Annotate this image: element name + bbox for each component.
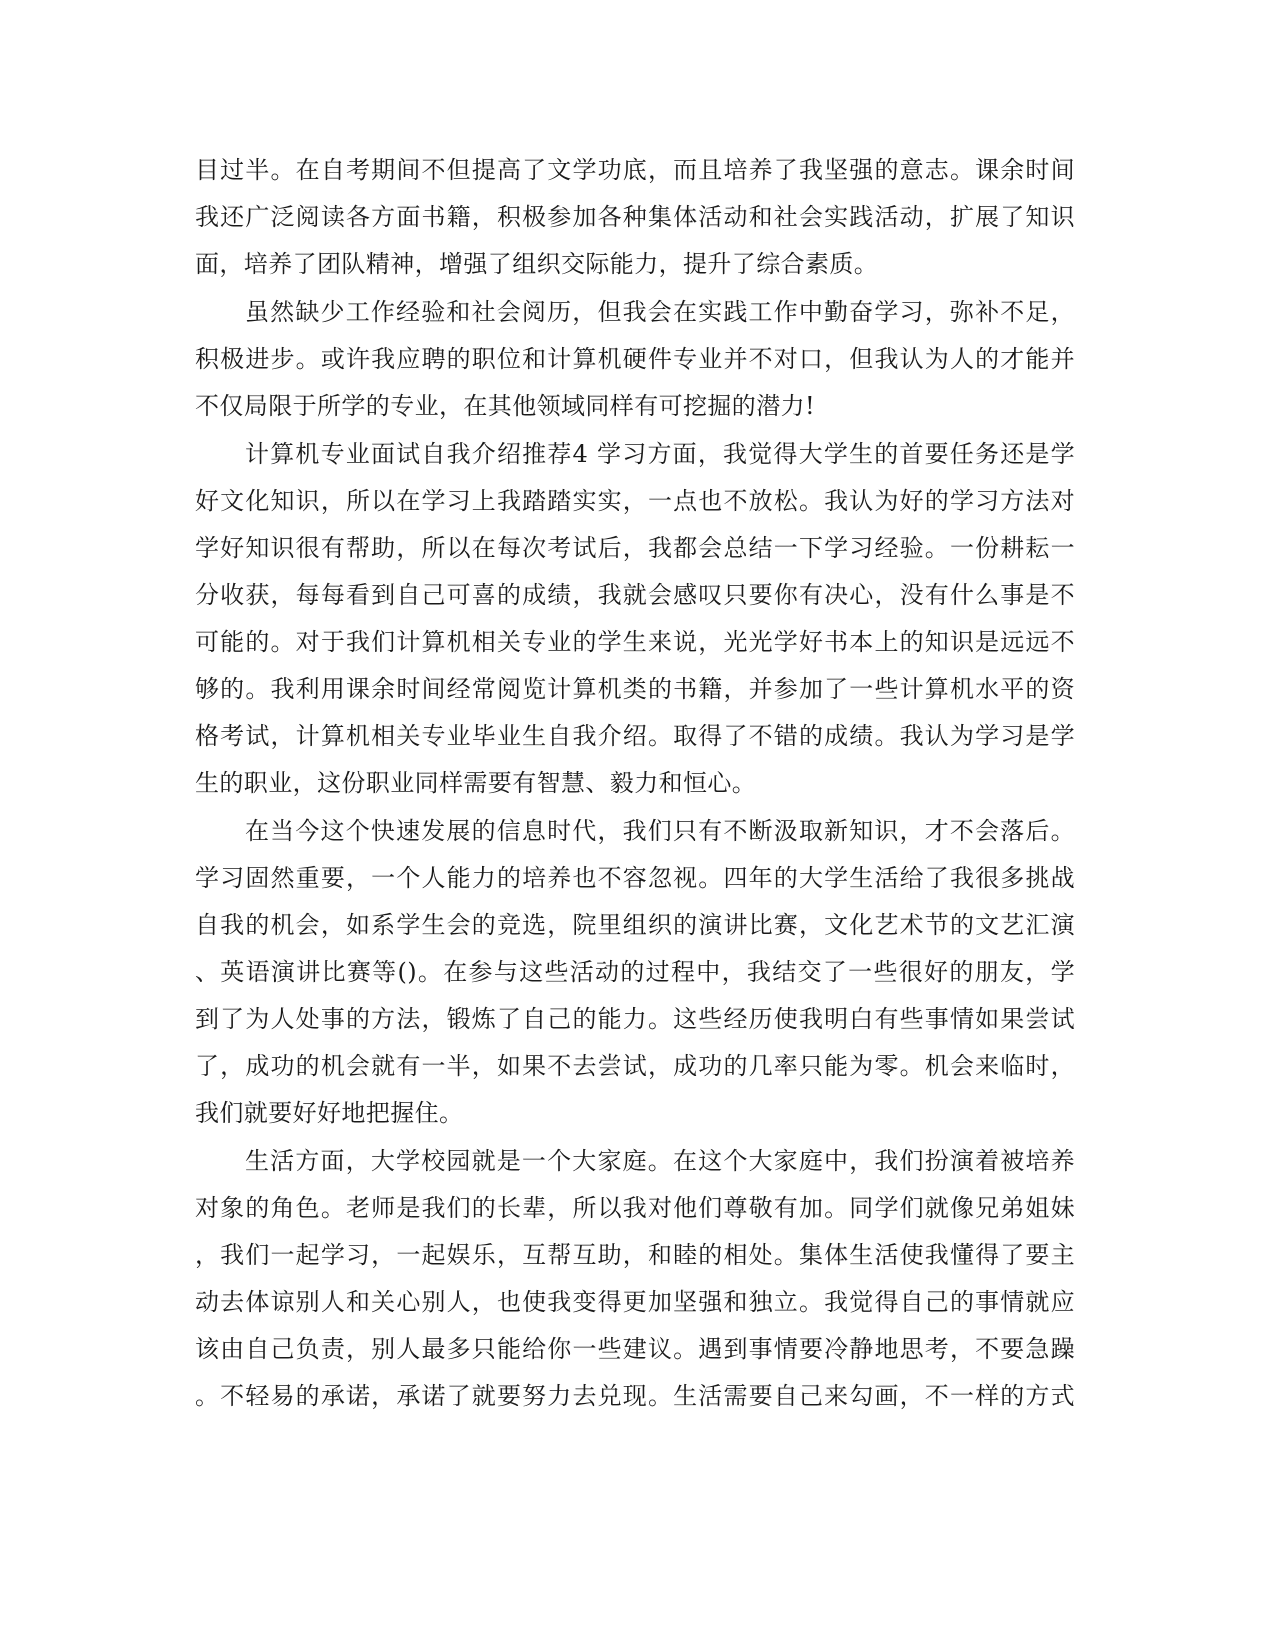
text-line: 生活方面，大学校园就是一个大家庭。在这个大家庭中，我们扮演着被培养 (245, 1147, 1075, 1175)
text-line: 可能的。对于我们计算机相关专业的学生来说，光光学好书本上的知识是远远不 (195, 628, 1075, 656)
text-line: 好文化知识，所以在学习上我踏踏实实，一点也不放松。我认为好的学习方法对 (195, 487, 1075, 515)
text-line: 、英语演讲比赛等()。在参与这些活动的过程中，我结交了一些很好的朋友，学 (195, 958, 1075, 986)
text-line: 目过半。在自考期间不但提高了文学功底，而且培养了我坚强的意志。课余时间 (195, 156, 1075, 184)
text-line: 。不轻易的承诺，承诺了就要努力去兑现。生活需要自己来勾画，不一样的方式 (195, 1382, 1075, 1410)
text-line: 在当今这个快速发展的信息时代，我们只有不断汲取新知识，才不会落后。 (245, 817, 1075, 845)
text-line: 面，培养了团队精神，增强了组织交际能力，提升了综合素质。 (195, 250, 879, 278)
text-line: 学习固然重要，一个人能力的培养也不容忽视。四年的大学生活给了我很多挑战 (195, 864, 1075, 892)
text-line: 学好知识很有帮助，所以在每次考试后，我都会总结一下学习经验。一份耕耘一 (195, 534, 1075, 562)
text-line: 对象的角色。老师是我们的长辈，所以我对他们尊敬有加。同学们就像兄弟姐妹 (195, 1194, 1075, 1222)
text-line: 自我的机会，如系学生会的竞选，院里组织的演讲比赛，文化艺术节的文艺汇演 (195, 911, 1075, 939)
text-line: 到了为人处事的方法，锻炼了自己的能力。这些经历使我明白有些事情如果尝试 (195, 1005, 1075, 1033)
text-line: 分收获，每每看到自己可喜的成绩，我就会感叹只要你有决心，没有什么事是不 (195, 581, 1075, 609)
text-line: 动去体谅别人和关心别人，也使我变得更加坚强和独立。我觉得自己的事情就应 (195, 1288, 1075, 1316)
text-line: 该由自己负责，别人最多只能给你一些建议。遇到事情要冷静地思考，不要急躁 (195, 1335, 1075, 1363)
text-line: 生的职业，这份职业同样需要有智慧、毅力和恒心。 (195, 769, 757, 797)
text-line: 虽然缺少工作经验和社会阅历，但我会在实践工作中勤奋学习，弥补不足， (245, 298, 1075, 326)
text-line: 我还广泛阅读各方面书籍，积极参加各种集体活动和社会实践活动，扩展了知识 (195, 203, 1075, 231)
text-line: 不仅局限于所学的专业，在其他领域同样有可挖掘的潜力! (195, 392, 816, 420)
text-line: 格考试，计算机相关专业毕业生自我介绍。取得了不错的成绩。我认为学习是学 (195, 722, 1075, 750)
text-line: 计算机专业面试自我介绍推荐4 学习方面，我觉得大学生的首要任务还是学 (245, 440, 1075, 468)
text-line: 我们就要好好地把握住。 (195, 1099, 464, 1127)
text-line: ，我们一起学习，一起娱乐，互帮互助，和睦的相处。集体生活使我懂得了要主 (195, 1241, 1075, 1269)
text-line: 够的。我利用课余时间经常阅览计算机类的书籍，并参加了一些计算机水平的资 (195, 675, 1075, 703)
text-line: 了，成功的机会就有一半，如果不去尝试，成功的几率只能为零。机会来临时， (195, 1052, 1075, 1080)
text-line: 积极进步。或许我应聘的职位和计算机硬件专业并不对口，但我认为人的才能并 (195, 345, 1075, 373)
